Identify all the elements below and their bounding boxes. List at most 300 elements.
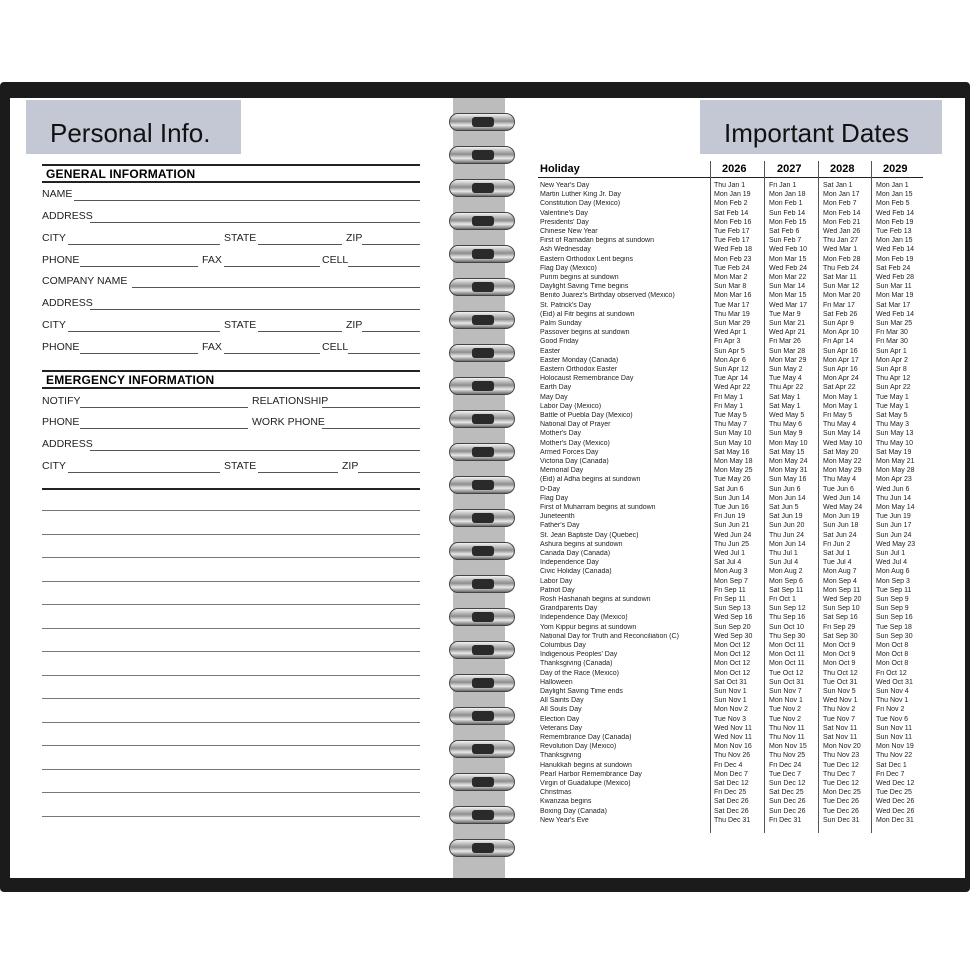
holiday-name: Day of the Race (Mexico)	[540, 669, 619, 677]
date-2029: Mon May 14	[876, 504, 915, 511]
table-row	[538, 614, 923, 623]
work-phone-field[interactable]	[322, 428, 420, 429]
note-line[interactable]	[42, 816, 420, 817]
city-label: CITY	[42, 232, 66, 244]
note-line[interactable]	[42, 628, 420, 629]
date-2026: Wed Nov 11	[714, 724, 752, 732]
table-row	[538, 798, 923, 807]
relationship-label: RELATIONSHIP	[252, 395, 329, 407]
holiday-name: Benito Juarez's Birthday observed (Mexico)	[540, 292, 675, 300]
date-2027: Wed Mar 17	[769, 301, 807, 309]
date-2028: Sun Nov 5	[823, 688, 856, 695]
date-2029: Sun Sep 9	[876, 605, 909, 613]
date-2027: Sun Jun 6	[769, 485, 801, 493]
date-2029: Sun Apr 1	[876, 347, 907, 355]
note-line[interactable]	[42, 510, 420, 511]
fax-field[interactable]	[224, 266, 320, 267]
table-row	[538, 458, 923, 467]
date-2029: Mon Mar 19	[876, 292, 914, 300]
date-2029: Wed Feb 28	[876, 274, 915, 281]
date-2027: Sat Dec 25	[769, 789, 804, 797]
company-name-row	[42, 275, 420, 289]
table-row	[538, 394, 923, 403]
date-2028: Mon Sep 11	[823, 586, 861, 594]
date-2028: Mon Oct 9	[823, 651, 856, 659]
date-2028: Mon Apr 24	[823, 375, 859, 383]
note-line[interactable]	[42, 604, 420, 605]
note-line[interactable]	[42, 534, 420, 535]
holiday-name: May Day	[540, 393, 568, 401]
date-2027: Mon Nov 15	[769, 743, 807, 751]
city-field[interactable]	[68, 244, 220, 245]
date-2029: Mon Feb 19	[876, 255, 914, 263]
holiday-column-header: Holiday	[540, 163, 580, 175]
date-2026: Mon Aug 3	[714, 568, 748, 576]
table-row	[538, 348, 923, 357]
date-2026: Sun May 10	[714, 439, 752, 447]
holiday-name: Columbus Day	[540, 642, 586, 649]
date-2026: Mon Sep 7	[714, 577, 748, 585]
holiday-name: (Eid) al Adha begins at sundown	[540, 476, 641, 484]
date-2029: Fri Oct 12	[876, 669, 907, 677]
holiday-name: Patriot Day	[540, 586, 575, 594]
personal-info-title: Personal Info.	[26, 100, 241, 154]
binding-ring	[449, 212, 515, 230]
binding-ring	[449, 278, 515, 296]
date-2029: Fri Dec 7	[876, 770, 905, 778]
date-2027: Thu Sep 30	[769, 632, 806, 640]
table-row	[538, 449, 923, 458]
company-fax-label: FAX	[202, 341, 222, 353]
company-zip-field[interactable]	[362, 331, 420, 332]
emergency-phone-label: PHONE	[42, 416, 80, 428]
date-2027: Mon Jun 14	[769, 494, 806, 502]
date-2028: Thu Dec 7	[823, 770, 856, 778]
name-field[interactable]	[74, 200, 420, 201]
date-2028: Mon Feb 28	[823, 255, 861, 263]
date-2026: Fri Dec 4	[714, 761, 743, 769]
date-2028: Sat Nov 11	[823, 724, 858, 732]
phone-field[interactable]	[80, 266, 198, 267]
date-2027: Fri Dec 31	[769, 816, 802, 824]
date-2026: Tue Feb 17	[714, 237, 750, 245]
date-2026: Tue Mar 17	[714, 301, 750, 309]
table-row	[538, 357, 923, 366]
date-2029: Tue Sep 18	[876, 623, 912, 631]
date-2027: Thu Nov 11	[769, 724, 805, 732]
table-row	[538, 412, 923, 421]
date-2028: Sat May 20	[823, 448, 859, 456]
date-2026: Tue Nov 3	[714, 715, 747, 723]
date-2027: Wed May 5	[769, 412, 805, 419]
date-2028: Tue Dec 12	[823, 761, 859, 769]
note-line[interactable]	[42, 792, 420, 793]
note-line[interactable]	[42, 745, 420, 746]
emergency-city-field[interactable]	[68, 472, 220, 473]
table-row	[538, 679, 923, 688]
holiday-name: Chinese New Year	[540, 228, 598, 235]
date-2029: Wed Dec 12	[876, 780, 915, 787]
holiday-name: St. Patrick's Day	[540, 301, 592, 309]
year-2027-header: 2027	[777, 163, 802, 175]
date-2028: Mon May 1	[823, 393, 858, 401]
company-city-field[interactable]	[68, 331, 220, 332]
table-row	[538, 624, 923, 633]
date-2028: Mon Oct 9	[823, 660, 856, 668]
date-2028: Thu Jan 27	[823, 237, 859, 245]
date-2026: Tue Feb 24	[714, 264, 750, 272]
date-2026: Sun Nov 1	[714, 688, 747, 695]
company-address-field[interactable]	[90, 309, 420, 310]
binding-ring	[449, 773, 515, 791]
date-2029: Sun Jul 1	[876, 550, 906, 557]
date-2027: Mon Sep 6	[769, 577, 803, 585]
date-2027: Sun Oct 10	[769, 623, 805, 631]
table-row	[538, 587, 923, 596]
company-state-field[interactable]	[258, 331, 342, 332]
table-row	[538, 375, 923, 384]
date-2027: Thu May 6	[769, 421, 803, 429]
fax-label: FAX	[202, 254, 222, 266]
holiday-name: Election Day	[540, 715, 580, 723]
date-2027: Thu Nov 25	[769, 752, 806, 760]
date-2029: Mon Oct 8	[876, 642, 909, 649]
table-row	[538, 716, 923, 725]
table-row	[538, 568, 923, 577]
phone-fax-cell-row	[42, 254, 420, 268]
table-row	[538, 670, 923, 679]
holiday-name: Good Friday	[540, 338, 579, 346]
note-line[interactable]	[42, 698, 420, 699]
date-2026: Mon Oct 12	[714, 642, 751, 649]
holiday-name: National Day for Truth and Reconciliation (C)	[540, 632, 679, 640]
notify-label: NOTIFY	[42, 395, 81, 407]
date-2027: Mon Mar 29	[769, 356, 807, 364]
table-row	[538, 320, 923, 329]
emergency-address-field[interactable]	[90, 450, 420, 451]
date-2027: Mon Feb 1	[769, 200, 803, 208]
holiday-name: Mother's Day	[540, 430, 582, 438]
holiday-name: Eastern Orthodox Easter	[540, 366, 618, 373]
date-2027: Tue Mar 9	[769, 310, 801, 318]
date-2028: Sat Feb 26	[823, 310, 858, 318]
date-2029: Sat Feb 24	[876, 264, 911, 272]
date-2028: Mon Feb 14	[823, 209, 861, 217]
date-2029: Mon May 28	[876, 467, 915, 475]
table-row	[538, 366, 923, 375]
date-2027: Mon Oct 11	[769, 642, 805, 649]
note-line[interactable]	[42, 769, 420, 770]
date-2029: Mon Dec 31	[876, 816, 914, 824]
table-row	[538, 578, 923, 587]
binding-ring	[449, 608, 515, 626]
company-name-label: COMPANY NAME	[42, 275, 128, 287]
date-2026: Thu Jan 1	[714, 182, 746, 189]
date-2028: Wed May 10	[823, 439, 863, 447]
holiday-name: Halloween	[540, 678, 573, 686]
holiday-name: First of Muharram begins at sundown	[540, 504, 656, 511]
table-row	[538, 789, 923, 798]
company-address-label: ADDRESS	[42, 297, 93, 309]
date-2026: Thu Dec 31	[714, 816, 751, 824]
emergency-state-field[interactable]	[258, 472, 338, 473]
holiday-name: Purim begins at sundown	[540, 274, 619, 281]
table-row	[538, 430, 923, 439]
note-line[interactable]	[42, 581, 420, 582]
date-2029: Thu May 10	[876, 439, 913, 447]
date-2026: Wed Feb 18	[714, 246, 753, 254]
date-2028: Thu May 4	[823, 476, 857, 484]
date-2029: Thu Nov 22	[876, 752, 913, 760]
date-2028: Wed Jun 14	[823, 494, 861, 502]
date-2027: Tue May 4	[769, 375, 802, 383]
date-2029: Sat Dec 1	[876, 761, 907, 769]
date-2026: Tue May 5	[714, 412, 747, 419]
table-row	[538, 771, 923, 780]
date-2027: Wed Feb 24	[769, 264, 808, 272]
holiday-name: Flag Day (Mexico)	[540, 264, 597, 272]
date-2029: Mon Jan 1	[876, 182, 909, 189]
date-2029: Sun Jun 24	[876, 531, 912, 539]
holiday-name: Remembrance Day (Canada)	[540, 734, 632, 741]
notify-field[interactable]	[80, 407, 248, 408]
company-phone-field[interactable]	[80, 353, 198, 354]
date-2026: Sun Apr 12	[714, 366, 749, 373]
holiday-name: Easter	[540, 347, 561, 355]
date-2027: Sat Sep 11	[769, 586, 804, 594]
table-row	[538, 311, 923, 320]
date-2028: Wed Sep 20	[823, 596, 862, 603]
date-2027: Sun May 9	[769, 430, 803, 438]
date-2029: Sun Mar 11	[876, 283, 912, 291]
date-2028: Wed Nov 1	[823, 697, 858, 705]
date-2028: Sun Apr 16	[823, 366, 858, 373]
date-2029: Mon Jan 15	[876, 191, 913, 199]
date-2028: Thu Feb 24	[823, 264, 859, 272]
date-2028: Thu Oct 12	[823, 669, 858, 677]
table-row	[538, 743, 923, 752]
date-2028: Fri Sep 29	[823, 623, 856, 631]
emergency-address-label: ADDRESS	[42, 438, 93, 450]
date-2027: Thu Apr 22	[769, 384, 804, 392]
date-2028: Sun Dec 31	[823, 816, 860, 824]
date-2029: Thu Jun 14	[876, 494, 912, 502]
date-2029: Sun Apr 8	[876, 366, 907, 373]
table-row	[538, 338, 923, 347]
emergency-zip-field[interactable]	[358, 472, 420, 473]
table-row	[538, 329, 923, 338]
binding-ring	[449, 410, 515, 428]
date-2029: Mon Nov 19	[876, 743, 914, 751]
date-2027: Fri Oct 1	[769, 596, 796, 603]
date-2026: Wed Apr 1	[714, 329, 747, 337]
table-row	[538, 219, 923, 228]
date-2028: Tue Dec 12	[823, 780, 859, 787]
date-2027: Mon May 31	[769, 467, 808, 475]
date-2029: Fri Mar 30	[876, 338, 908, 346]
date-2026: Mon Dec 7	[714, 770, 748, 778]
note-line[interactable]	[42, 651, 420, 652]
date-2029: Sun Sep 16	[876, 614, 913, 622]
holiday-name: Constitution Day (Mexico)	[540, 200, 621, 208]
table-row	[538, 495, 923, 504]
cell-field[interactable]	[348, 266, 420, 267]
state-field[interactable]	[258, 244, 342, 245]
date-2027: Fri Dec 24	[769, 761, 802, 769]
table-row	[538, 752, 923, 761]
date-2027: Tue Nov 2	[769, 715, 802, 723]
date-2028: Mon Apr 10	[823, 329, 859, 337]
date-2027: Mon Mar 22	[769, 274, 807, 281]
date-2029: Mon Apr 2	[876, 356, 908, 364]
date-2028: Wed May 24	[823, 504, 863, 511]
date-2026: Wed Apr 22	[714, 384, 751, 392]
emergency-zip-label: ZIP	[342, 460, 359, 472]
date-2028: Sat Nov 11	[823, 734, 858, 741]
date-2029: Tue Dec 25	[876, 789, 912, 797]
address-field[interactable]	[90, 222, 420, 223]
table-row	[538, 274, 923, 283]
holiday-name: Passover begins at sundown	[540, 329, 630, 337]
table-row	[538, 302, 923, 311]
company-city-label: CITY	[42, 319, 66, 331]
date-2029: Mon Aug 6	[876, 568, 910, 576]
date-2028: Fri Jun 2	[823, 540, 851, 548]
holiday-name: Battle of Puebla Day (Mexico)	[540, 412, 633, 419]
holiday-name: Grandparents Day	[540, 605, 598, 613]
city-state-zip-row	[42, 232, 420, 246]
date-2026: Thu Mar 19	[714, 310, 750, 318]
date-2029: Sun Sep 30	[876, 632, 913, 640]
table-row	[538, 403, 923, 412]
table-row	[538, 513, 923, 522]
table-row	[538, 808, 923, 817]
date-2029: Wed Feb 14	[876, 310, 915, 318]
note-line[interactable]	[42, 675, 420, 676]
date-2028: Sat Jul 1	[823, 550, 851, 557]
holiday-name: Juneteenth	[540, 513, 575, 521]
date-2028: Mon Nov 20	[823, 743, 861, 751]
date-2029: Thu Nov 1	[876, 697, 909, 705]
table-row	[538, 200, 923, 209]
date-2027: Fri Mar 26	[769, 338, 801, 346]
date-2028: Mon Feb 7	[823, 200, 857, 208]
note-line[interactable]	[42, 722, 420, 723]
date-2026: Fri Sep 11	[714, 596, 746, 603]
date-2027: Sun Sep 12	[769, 605, 806, 613]
table-row	[538, 697, 923, 706]
table-row	[538, 642, 923, 651]
date-2026: Thu May 7	[714, 421, 748, 429]
year-2029-header: 2029	[883, 163, 908, 175]
date-2029: Thu May 3	[876, 421, 910, 429]
relationship-field[interactable]	[322, 407, 420, 408]
binding-ring	[449, 377, 515, 395]
date-2026: Fri May 1	[714, 393, 744, 401]
zip-field[interactable]	[362, 244, 420, 245]
company-fax-field[interactable]	[224, 353, 320, 354]
note-line[interactable]	[42, 557, 420, 558]
date-2028: Tue Dec 26	[823, 807, 859, 815]
date-2026: Thu Jun 25	[714, 540, 750, 548]
date-2026: Sun Apr 5	[714, 347, 745, 355]
table-row	[538, 256, 923, 265]
date-2029: Sun Nov 4	[876, 688, 909, 695]
date-2029: Sat May 5	[876, 412, 908, 419]
date-2026: Sat May 16	[714, 448, 750, 456]
table-row	[538, 476, 923, 485]
date-2027: Sat May 1	[769, 393, 801, 401]
date-2026: Fri May 1	[714, 402, 744, 410]
date-2029: Wed Feb 14	[876, 209, 915, 217]
date-2028: Wed Jan 26	[823, 228, 861, 235]
holiday-name: Daylight Saving Time begins	[540, 283, 629, 291]
company-city-state-zip-row	[42, 319, 420, 333]
date-2029: Sat May 19	[876, 448, 912, 456]
date-2026: Wed Jul 1	[714, 550, 745, 557]
date-2026: Sun Jun 14	[714, 494, 750, 502]
date-2027: Thu Nov 11	[769, 734, 805, 741]
date-2026: Sat Feb 14	[714, 209, 749, 217]
general-information-heading: GENERAL INFORMATION	[42, 164, 420, 183]
date-2029: Thu Apr 12	[876, 375, 911, 383]
holiday-name: Hanukkah begins at sundown	[540, 761, 632, 769]
holiday-name: Palm Sunday	[540, 320, 582, 327]
date-2026: Mon May 18	[714, 458, 753, 465]
date-2027: Mon Mar 15	[769, 292, 807, 300]
binding-ring	[449, 311, 515, 329]
date-2028: Sun Mar 12	[823, 283, 860, 291]
table-row	[538, 532, 923, 541]
date-2026: Tue Apr 14	[714, 375, 748, 383]
binding-ring	[449, 740, 515, 758]
holiday-name: National Day of Prayer	[540, 421, 611, 429]
date-2029: Mon Oct 8	[876, 660, 909, 668]
date-2027: Mon Nov 1	[769, 697, 803, 705]
holiday-name: St. Jean Baptiste Day (Quebec)	[540, 531, 639, 539]
binding-ring	[449, 245, 515, 263]
work-phone-label: WORK PHONE	[252, 416, 325, 428]
date-2028: Tue Nov 7	[823, 715, 856, 723]
table-row	[538, 817, 923, 826]
date-2027: Thu Sep 16	[769, 614, 806, 622]
holiday-table-header	[538, 161, 923, 178]
holiday-name: Mother's Day (Mexico)	[540, 439, 610, 447]
holiday-name: Martin Luther King Jr. Day	[540, 191, 621, 199]
company-name-field[interactable]	[132, 287, 420, 288]
date-2026: Sun Sep 13	[714, 605, 751, 613]
date-2027: Wed Feb 10	[769, 246, 808, 254]
date-2027: Sat Feb 6	[769, 228, 800, 235]
holiday-name: Canada Day (Canada)	[540, 550, 611, 557]
emergency-information-heading: EMERGENCY INFORMATION	[42, 370, 420, 389]
holiday-name: Eastern Orthodox Lent begins	[540, 255, 634, 263]
company-cell-field[interactable]	[348, 353, 420, 354]
table-row	[538, 706, 923, 715]
date-2029: Wed Dec 26	[876, 798, 915, 806]
date-2028: Mon Jun 19	[823, 513, 860, 521]
name-label: NAME	[42, 188, 73, 200]
date-2027: Sun May 2	[769, 366, 803, 373]
table-row	[538, 660, 923, 669]
emergency-phone-field[interactable]	[80, 428, 248, 429]
date-2029: Wed Jun 6	[876, 485, 910, 493]
table-row	[538, 191, 923, 200]
holiday-name: D-Day	[540, 485, 560, 493]
date-2027: Mon Oct 11	[769, 651, 805, 659]
date-2028: Sun Apr 9	[823, 320, 854, 327]
date-2026: Fri Sep 11	[714, 586, 746, 594]
